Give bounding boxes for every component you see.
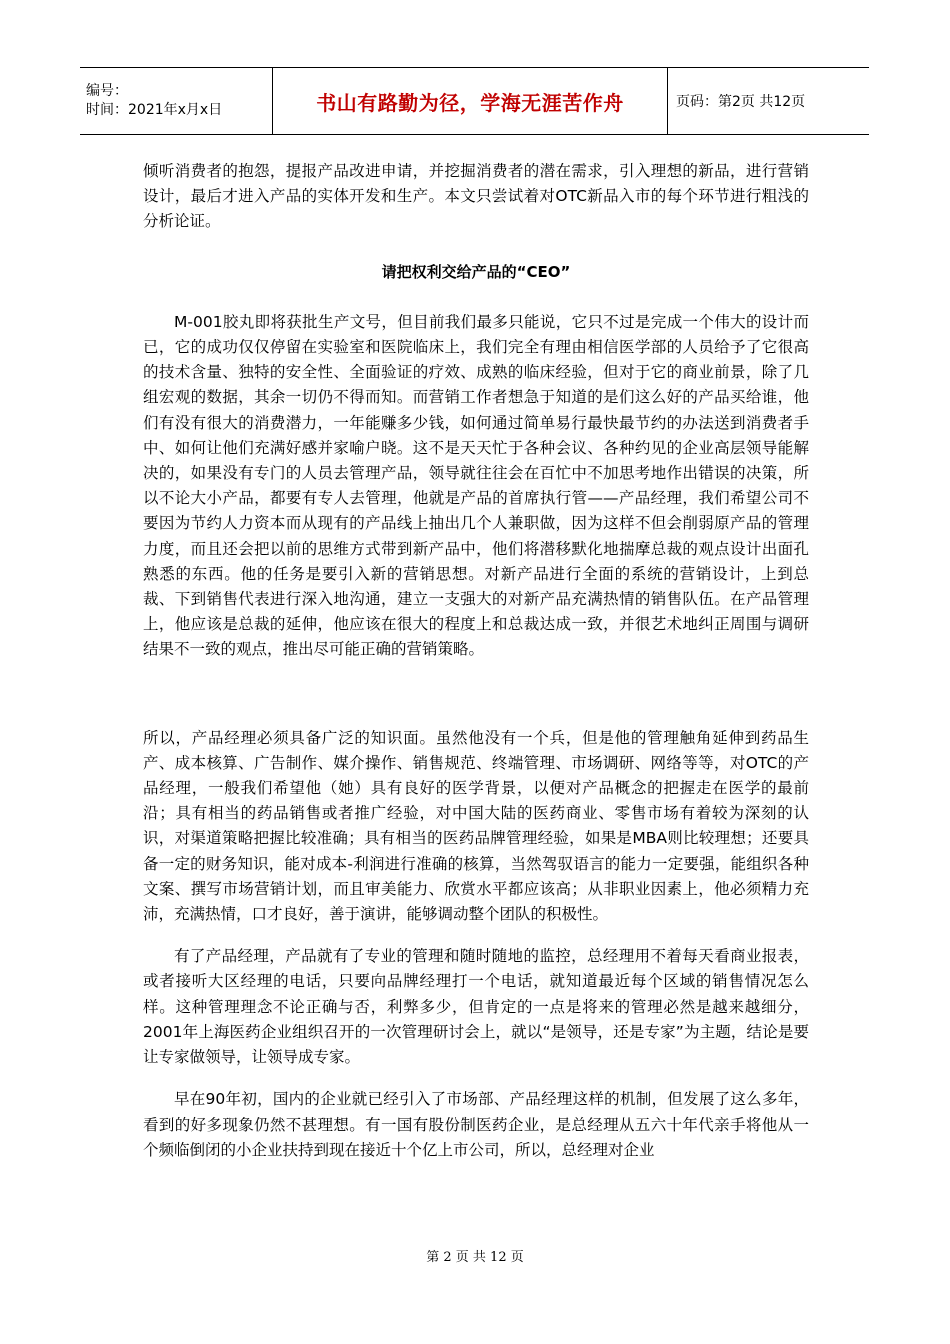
page-footer: 第 2 页 共 12 页 (426, 1250, 524, 1265)
header-table (80, 67, 869, 135)
document-number-label: 编号： (86, 83, 128, 99)
section-heading: 请把权利交给产品的“CEO” (381, 262, 571, 281)
document-body (143, 159, 809, 1163)
header-motto-cell (273, 68, 668, 134)
document-time-label: 时间：2021年x月x日 (86, 102, 223, 118)
body-paragraph-3: 有了产品经理，产品就有了专业的管理和随时随地的监控，总经理用不着每天看商业报表，或者接听大区经理的电话，只要向品牌经理打一个电话，就知道最近每个区域的销售情况怎么样。这种管理理念不论正确与否，利弊多少，但肯定的一点是将来的管理必然是越来越细分，2001年上海医药企业组织召开的一次管理研讨会上，就以“是领导，还是专家”为主题，结论是要让专家做领导，让领导成专家。 (143, 947, 809, 1067)
header-motto: 书山有路勤为径，学海无涯苦作舟 (316, 90, 624, 115)
header-page-label: 页码：第2页 共12页 (676, 94, 806, 110)
intro-paragraph: 倾听消费者的抱怨，提报产品改进申请，并挖掘消费者的潜在需求，引入理想的新品，进行营销设计，最后才进入产品的实体开发和生产。本文只尝试着对OTC新品入市的每个环节进行粗浅的分析论证。 (143, 162, 809, 231)
body-paragraph-2: 所以，产品经理必须具备广泛的知识面。虽然他没有一个兵，但是他的管理触角延伸到药品生产、成本核算、广告制作、媒介操作、销售规范、终端管理、市场调研、网络等等，对OTC的产品经理，一般我们希望他（她）具有良好的医学背景，以便对产品概念的把握走在医学的最前沿；具有相当的药品销售或者推广经验，对中国大陆的医药商业、零售市场有着较为深刻的认识，对渠道策略把握比较准确；具有相当的医药品牌管理经验，如果是MBA则比较理想；还要具备一定的财务知识，能对成本-利润进行准确的核算，当然驾驭语言的能力一定要强，能组织各种文案、撰写市场营销计划，而且审美能力、欣赏水平都应该高；从非职业因素上，他必须精力充沛，充满热情，口才良好，善于演讲，能够调动整个团队的积极性。 (143, 728, 809, 924)
body-paragraph-4: 早在90年初，国内的企业就已经引入了市场部、产品经理这样的机制，但发展了这么多年，看到的好多现象仍然不甚理想。有一国有股份制医药企业，是总经理从五六十年代亲手将他从一个频临倒闭的小企业扶持到现在接近十个亿上市公司，所以，总经理对企业 (143, 1090, 809, 1159)
header-meta-cell (80, 68, 273, 134)
body-paragraph-1: M-001胶丸即将获批生产文号，但目前我们最多只能说，它只不过是完成一个伟大的设计而已，它的成功仅仅停留在实验室和医院临床上，我们完全有理由相信医学部的人员给予了它很高的技术含量、独特的安全性、全面验证的疗效、成熟的临床经验，但对于它的商业前景，除了几组宏观的数据，其余一切仍不得而知。而营销工作者想急于知道的是们这么好的产品买给谁，他们有没有很大的消费潜力，一年能赚多少钱，如何通过简单易行最快最节约的办法送到消费者手中、如何让他们充满好感并家喻户晓。这不是天天忙于各种会议、各种约见的企业高层领导能解决的，如果没有专门的人员去管理产品，领导就往往会在百忙中不加思考地作出错误的决策，所以不论大小产品，都要有专人去管理，他就是产品的首席执行管——产品经理，我们希望公司不要因为节约人力资本而从现有的产品线上抽出几个人兼职做，因为这样不但会削弱原产品的管理力度，而且还会把以前的思维方式带到新产品中，他们将潜移默化地揣摩总裁的观点设计出面孔熟悉的东西。他的任务是要引入新的营销思想。对新产品进行全面的系统的营销设计，上到总裁、下到销售代表进行深入地沟通，建立一支强大的对新产品充满热情的销售队伍。在产品管理上，他应该是总裁的延伸，他应该在很大的程度上和总裁达成一致，并很艺术地纠正周围与调研结果不一致的观点，推出尽可能正确的营销策略。 (143, 312, 809, 659)
header-page-cell (668, 68, 869, 134)
